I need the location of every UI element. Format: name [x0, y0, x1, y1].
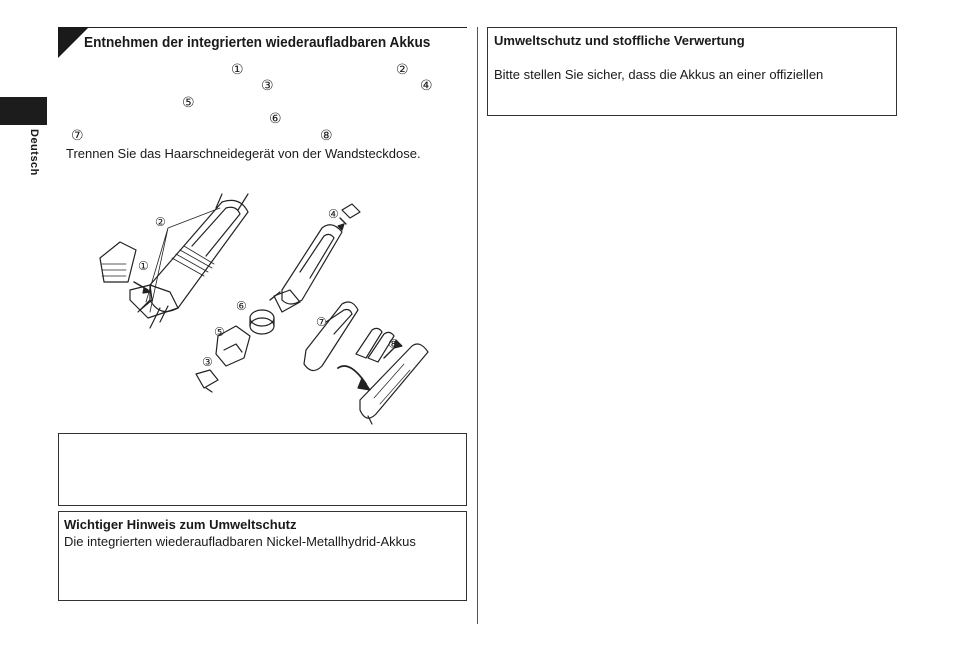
casing-lower-illustration [304, 302, 370, 390]
unplug-instruction: Trennen Sie das Haarschneidegerät von der Wandsteckdose. [66, 146, 421, 161]
circuit-board-illustration [360, 344, 428, 424]
callout-2: ② [155, 215, 166, 229]
clip-illustration [196, 370, 218, 392]
step-marker-5: ⑤ [182, 95, 195, 111]
step-marker-3: ③ [261, 78, 274, 94]
step-marker-2: ② [396, 62, 409, 78]
section-heading: Entnehmen der integrierten wiederaufladbaren Akkus [84, 35, 431, 51]
step-marker-4: ④ [420, 78, 433, 94]
note-box [58, 433, 467, 506]
casing-upper-illustration [274, 225, 342, 312]
step-marker-8: ⑧ [320, 128, 333, 144]
recycling-box [487, 27, 897, 116]
step-marker-7: ⑦ [71, 128, 84, 144]
language-label: Deutsch [28, 129, 40, 176]
callout-3: ③ [202, 355, 213, 369]
callout-8: ⑧ [388, 337, 399, 351]
environment-notice-box [58, 511, 467, 601]
callout-5: ⑤ [214, 325, 225, 339]
cap-illustration [338, 204, 360, 230]
callout-4: ④ [328, 207, 339, 221]
environment-notice-title: Wichtiger Hinweis zum Umweltschutz [64, 517, 297, 532]
column-divider [477, 27, 478, 624]
callout-6: ⑥ [236, 299, 247, 313]
callout-1: ① [138, 259, 149, 273]
recycling-title: Umweltschutz und stoffliche Verwertung [494, 33, 745, 48]
environment-notice-text: Die integrierten wiederaufladbaren Nickel-Metallhydrid-Akkus [64, 534, 416, 549]
step-marker-6: ⑥ [269, 111, 282, 127]
recycling-text: Bitte stellen Sie sicher, dass die Akkus an einer offiziellen [494, 67, 824, 82]
step-marker-1: ① [231, 62, 244, 78]
callout-7: ⑦ [316, 315, 327, 329]
